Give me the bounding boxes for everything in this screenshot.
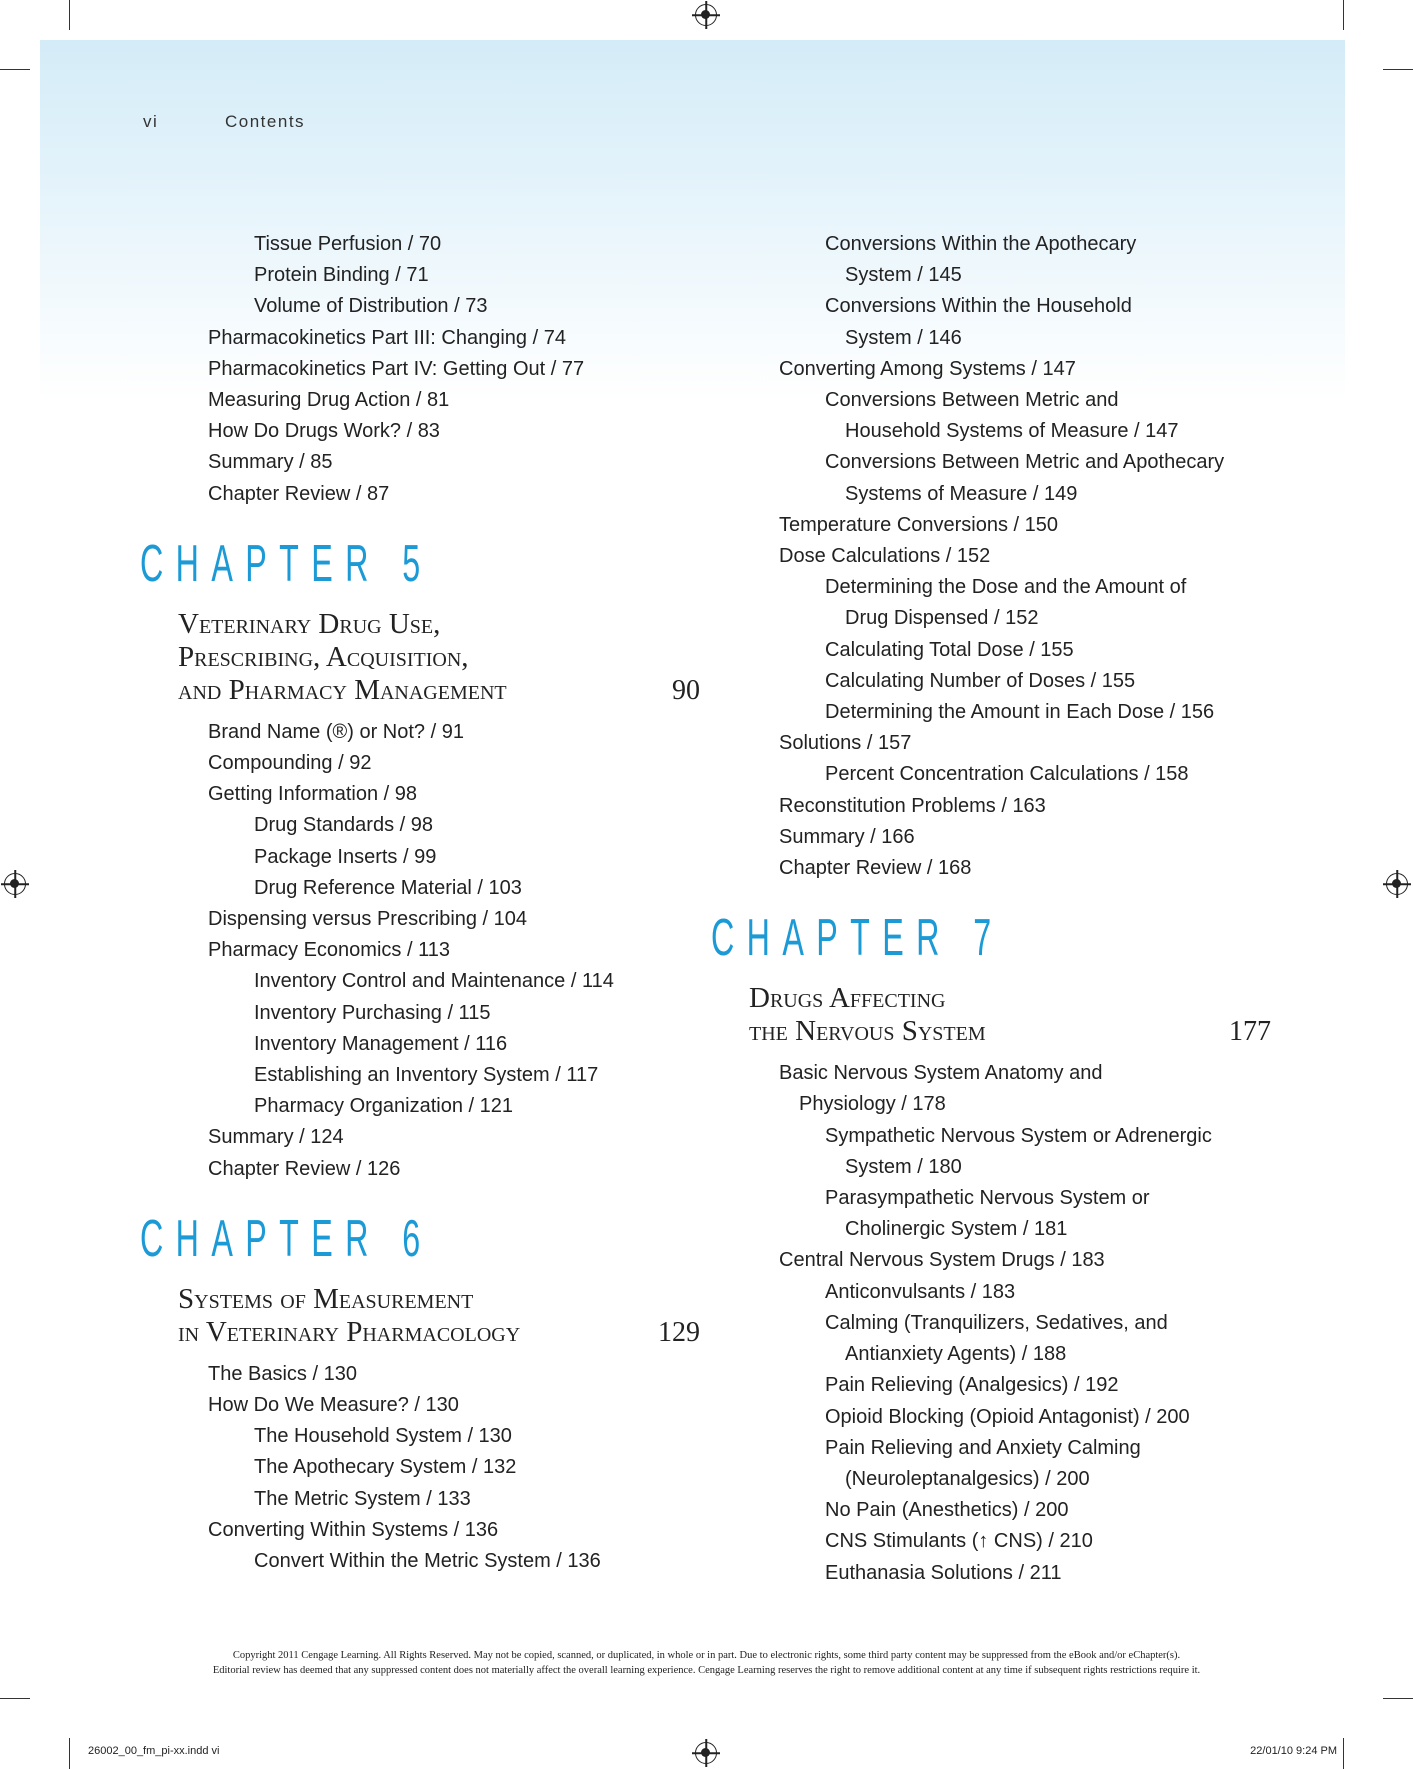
toc-entry: Conversions Between Metric and [825,389,1119,412]
toc-entry: Antianxiety Agents) / 188 [845,1343,1067,1366]
toc-entry: How Do Drugs Work? / 83 [208,420,440,443]
crop-mark [1343,1738,1344,1769]
crop-mark [69,1738,70,1769]
toc-entry: Drug Reference Material / 103 [254,876,522,899]
chapter-label: CHAPTER 6 [140,1209,433,1268]
toc-entry: Conversions Within the Apothecary [825,233,1137,255]
toc-entry: The Household System / 130 [254,1425,512,1448]
toc-entry: System / 146 [845,326,962,349]
page-number-roman: vi [143,112,159,131]
crop-mark [1383,69,1413,70]
crop-mark [69,0,70,30]
chapter-title-line: Drugs Affecting [749,982,946,1015]
chapter-title-line: Prescribing, Acquisition, [178,640,469,673]
chapter-title-line: the Nervous System [749,1015,986,1048]
toc-entry: Anticonvulsants / 183 [825,1280,1016,1303]
toc-entry: CNS Stimulants (↑ CNS) / 210 [825,1530,1093,1553]
toc-entry: Inventory Management / 116 [254,1032,508,1055]
toc-entry: Pharmacokinetics Part IV: Getting Out / 77 [208,357,585,380]
toc-entry: Pain Relieving (Analgesics) / 192 [825,1374,1119,1397]
copyright-line: Editorial review has deemed that any suppressed content does not materially affect the overall learning experience. Cengage Learning reserves the right to remove additional content at any time if subsequent rights restrictions require it. [212,1665,1201,1676]
toc-entry: Calming (Tranquilizers, Sedatives, and [825,1311,1168,1334]
toc-entry: Chapter Review / 126 [208,1157,401,1180]
toc-entry: Brand Name (®) or Not? / 91 [208,720,464,743]
toc-entry: Drug Dispensed / 152 [845,607,1039,630]
running-head: Contents [225,112,306,131]
toc-entry: Pharmacy Economics / 113 [208,939,450,962]
toc-entry: Calculating Number of Doses / 155 [825,669,1136,692]
toc-entry: Inventory Control and Maintenance / 114 [254,970,614,993]
toc-entry: Drug Standards / 98 [254,814,433,837]
toc-entry: Solutions / 157 [779,732,912,755]
toc-entry: Pain Relieving and Anxiety Calming [825,1436,1141,1459]
chapter-label: CHAPTER 5 [140,534,433,593]
toc-entry: System / 145 [845,264,962,287]
registration-mark-icon [695,4,717,26]
toc-entry: Getting Information / 98 [208,783,418,806]
toc-entry: System / 180 [845,1155,962,1178]
registration-mark-icon [695,1742,717,1764]
toc-entry: Dispensing versus Prescribing / 104 [208,908,528,931]
toc-entry: (Neuroleptanalgesics) / 200 [845,1467,1090,1490]
slug-timestamp: 22/01/10 9:24 PM [1250,1745,1337,1757]
toc-entry: How Do We Measure? / 130 [208,1394,459,1417]
toc-entry: Compounding / 92 [208,752,372,775]
chapter-title [140,1283,700,1349]
toc-entry: Cholinergic System / 181 [845,1218,1068,1241]
toc-entry: Reconstitution Problems / 163 [779,794,1046,817]
toc-entry: Inventory Purchasing / 115 [254,1001,491,1024]
toc-left-column [140,229,700,1577]
toc-entry: Summary / 124 [208,1126,344,1149]
toc-entry: Measuring Drug Action / 81 [208,389,450,412]
toc-entry: Temperature Conversions / 150 [779,513,1059,536]
toc-entry: Volume of Distribution / 73 [254,295,488,318]
toc-entry: Summary / 166 [779,825,915,848]
chapter-title-line: Veterinary Drug Use, [178,607,441,640]
toc-entry: Opioid Blocking (Opioid Antagonist) / 200 [825,1405,1190,1428]
toc-entry: Determining the Amount in Each Dose / 156 [825,701,1215,724]
toc-entry: Conversions Between Metric and Apothecary [825,451,1225,474]
toc-entry: Euthanasia Solutions / 211 [825,1561,1062,1584]
toc-entry: Physiology / 178 [799,1093,946,1116]
toc-entry: Protein Binding / 71 [254,264,429,287]
toc-entry: No Pain (Anesthetics) / 200 [825,1499,1069,1522]
crop-mark [1343,0,1344,30]
toc-entry: Calculating Total Dose / 155 [825,638,1074,661]
toc-entry: Percent Concentration Calculations / 158 [825,763,1189,786]
toc-right-column [711,229,1271,1589]
toc-entry: Conversions Within the Household [825,295,1132,318]
registration-mark-icon [1386,873,1408,895]
toc-entry: Chapter Review / 87 [208,482,390,505]
toc-entry: Establishing an Inventory System / 117 [254,1064,599,1087]
crop-mark [0,1698,30,1699]
toc-entry: Converting Within Systems / 136 [208,1518,499,1541]
toc-entry: Parasympathetic Nervous System or [825,1187,1150,1210]
toc-entry: Summary / 85 [208,451,333,474]
crop-mark [1383,1698,1413,1699]
toc-entry: Converting Among Systems / 147 [779,357,1076,380]
chapter-page-number: 177 [1229,1016,1271,1048]
chapter-title [140,608,700,707]
toc-entry: Package Inserts / 99 [254,845,437,868]
toc-entry: Sympathetic Nervous System or Adrenergic [825,1124,1212,1147]
toc-entry: The Metric System / 133 [254,1487,471,1510]
toc-entry: Central Nervous System Drugs / 183 [779,1249,1105,1272]
chapter-title-line: Systems of Measurement [178,1282,474,1315]
slug-file-name: 26002_00_fm_pi-xx.indd vi [88,1745,220,1757]
toc-entry: Household Systems of Measure / 147 [845,420,1179,443]
toc-entry: Pharmacokinetics Part III: Changing / 74 [208,326,566,349]
copyright-notice [100,1648,1313,1678]
toc-entry: Convert Within the Metric System / 136 [254,1550,601,1573]
toc-entry: Determining the Dose and the Amount of [825,576,1187,599]
toc-entry: The Basics / 130 [208,1362,357,1385]
registration-mark-icon [4,873,26,895]
toc-entry: Pharmacy Organization / 121 [254,1095,514,1118]
chapter-title [711,982,1271,1048]
toc-entry: Dose Calculations / 152 [779,545,991,568]
toc-entry: Chapter Review / 168 [779,857,972,880]
chapter-title-line: and Pharmacy Management [178,673,507,706]
chapter-title-line: in Veterinary Pharmacology [178,1315,521,1348]
crop-mark [0,69,30,70]
toc-entry: Basic Nervous System Anatomy and [779,1062,1103,1085]
chapter-page-number: 129 [658,1316,700,1348]
toc-entry: Tissue Perfusion / 70 [254,233,442,255]
chapter-page-number: 90 [672,674,700,706]
toc-entry: The Apothecary System / 132 [254,1456,517,1479]
chapter-label: CHAPTER 7 [711,909,1004,968]
copyright-line: Copyright 2011 Cengage Learning. All Rights Reserved. May not be copied, scanned, or duplicated, in whole or in part. Due to electronic rights, some third party content may be suppressed from the eBook and/or eChapter(s). [232,1650,1181,1661]
toc-entry: Systems of Measure / 149 [845,482,1078,505]
